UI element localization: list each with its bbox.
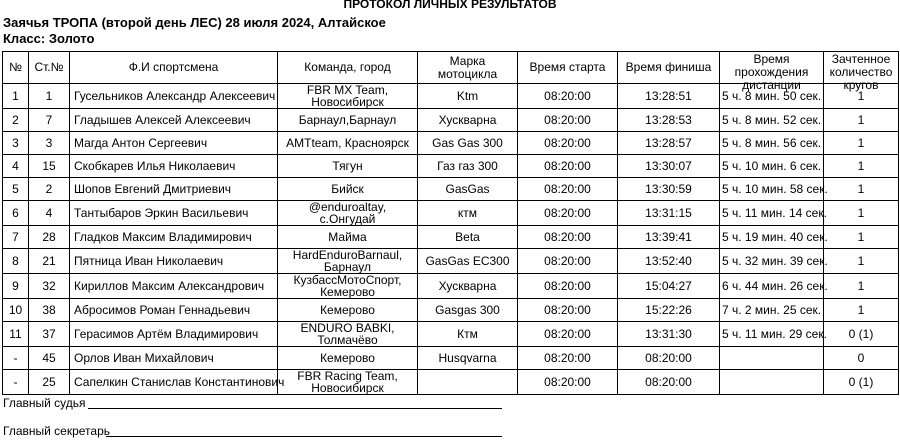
table-row — [3, 155, 899, 178]
cell-start-number: 7 — [29, 109, 70, 132]
cell-laps: 1 — [824, 226, 899, 249]
cell-motorcycle: Газ газ 300 — [418, 155, 518, 178]
cell-laps: 1 — [824, 132, 899, 155]
cell-motorcycle: Хускварна — [418, 109, 518, 132]
cell-laps: 1 — [824, 155, 899, 178]
cell-team-city: ENDURO BABKI, Толмачёво — [278, 322, 418, 347]
cell-athlete-name: Тантыбаров Эркин Васильевич — [70, 201, 278, 226]
cell-athlete-name: Скобкарев Илья Николаевич — [70, 155, 278, 178]
column-header-laps: Зачтенное количество кругов — [824, 52, 899, 84]
cell-number: 6 — [3, 201, 29, 226]
cell-number: - — [3, 370, 29, 395]
cell-team-city: AMTteam, Красноярск — [278, 132, 418, 155]
cell-start-time: 08:20:00 — [518, 226, 618, 249]
cell-finish-time: 13:30:07 — [618, 155, 720, 178]
cell-start-number: 21 — [29, 249, 70, 274]
cell-finish-time: 13:28:53 — [618, 109, 720, 132]
cell-team-city: FBR Racing Team, Новосибирск — [278, 370, 418, 395]
column-header-duration: Время прохождения дистанции — [720, 52, 824, 84]
cell-motorcycle: Gas Gas 300 — [418, 132, 518, 155]
cell-laps: 1 — [824, 84, 899, 109]
cell-athlete-name: Кириллов Максим Александрович — [70, 274, 278, 299]
cell-laps: 1 — [824, 274, 899, 299]
cell-motorcycle: Ктм — [418, 322, 518, 347]
cell-start-number: 15 — [29, 155, 70, 178]
cell-duration: 6 ч. 44 мин. 26 сек. — [720, 274, 824, 299]
cell-laps: 0 (1) — [824, 322, 899, 347]
cell-duration: 5 ч. 8 мин. 52 сек. — [720, 109, 824, 132]
cell-start-number: 32 — [29, 274, 70, 299]
cell-start-number: 45 — [29, 347, 70, 370]
class-label: Класс: Золото — [3, 31, 95, 46]
cell-finish-time: 13:31:15 — [618, 201, 720, 226]
cell-motorcycle — [418, 370, 518, 395]
cell-duration: 5 ч. 19 мин. 40 сек. — [720, 226, 824, 249]
cell-start-time: 08:20:00 — [518, 178, 618, 201]
table-row — [3, 109, 899, 132]
cell-number: 9 — [3, 274, 29, 299]
cell-athlete-name: Шопов Евгений Дмитриевич — [70, 178, 278, 201]
cell-finish-time: 13:28:57 — [618, 132, 720, 155]
table-row — [3, 274, 899, 299]
cell-duration: 5 ч. 10 мин. 58 сек. — [720, 178, 824, 201]
table-row — [3, 299, 899, 322]
event-title: Заячья ТРОПА (второй день ЛЕС) 28 июля 2024, Алтайское — [3, 15, 386, 30]
table-row — [3, 178, 899, 201]
cell-start-time: 08:20:00 — [518, 84, 618, 109]
cell-team-city: Бийск — [278, 178, 418, 201]
cell-finish-time: 13:39:41 — [618, 226, 720, 249]
results-table — [2, 51, 899, 395]
cell-finish-time: 13:28:51 — [618, 84, 720, 109]
table-row — [3, 226, 899, 249]
cell-team-city: Кемерово — [278, 299, 418, 322]
cell-athlete-name: Абросимов Роман Геннадьевич — [70, 299, 278, 322]
column-header-start-number: Ст.№ — [29, 52, 70, 84]
chief-judge-label: Главный судья — [3, 396, 86, 410]
cell-finish-time: 08:20:00 — [618, 370, 720, 395]
column-header-finish-time: Время финиша — [618, 52, 720, 84]
cell-start-time: 08:20:00 — [518, 322, 618, 347]
cell-start-time: 08:20:00 — [518, 370, 618, 395]
cell-start-time: 08:20:00 — [518, 274, 618, 299]
cell-team-city: Кемерово — [278, 347, 418, 370]
cell-start-number: 2 — [29, 178, 70, 201]
cell-team-city: @enduroaltay, с.Онгудай — [278, 201, 418, 226]
cell-team-city: HardEnduroBarnaul, Барнаул — [278, 249, 418, 274]
cell-laps: 1 — [824, 249, 899, 274]
column-header-athlete: Ф.И спортсмена — [70, 52, 278, 84]
cell-laps: 0 — [824, 347, 899, 370]
cell-duration: 5 ч. 8 мин. 50 сек. — [720, 84, 824, 109]
cell-number: 5 — [3, 178, 29, 201]
cell-start-number: 28 — [29, 226, 70, 249]
cell-motorcycle: Beta — [418, 226, 518, 249]
cell-laps: 1 — [824, 299, 899, 322]
table-row — [3, 370, 899, 395]
cell-number: 1 — [3, 84, 29, 109]
cell-team-city: Тягун — [278, 155, 418, 178]
cell-start-number: 25 — [29, 370, 70, 395]
cell-motorcycle: Gasgas 300 — [418, 299, 518, 322]
cell-duration: 5 ч. 32 мин. 39 сек. — [720, 249, 824, 274]
column-header-motorcycle: Марка мотоцикла — [418, 52, 518, 84]
chief-secretary-label: Главный секретарь — [3, 424, 110, 438]
cell-athlete-name: Гладышев Алексей Алексеевич — [70, 109, 278, 132]
cell-team-city: КузбассМотоСпорт, Кемерово — [278, 274, 418, 299]
cell-start-time: 08:20:00 — [518, 155, 618, 178]
cell-start-time: 08:20:00 — [518, 109, 618, 132]
cell-laps: 1 — [824, 178, 899, 201]
chief-judge-signature-line — [88, 408, 502, 409]
cell-number: 4 — [3, 155, 29, 178]
cell-start-number: 3 — [29, 132, 70, 155]
chief-secretary-signature-line — [106, 436, 502, 437]
cell-athlete-name: Магда Антон Сергеевич — [70, 132, 278, 155]
cell-number: 2 — [3, 109, 29, 132]
cell-start-number: 38 — [29, 299, 70, 322]
cell-finish-time: 13:52:40 — [618, 249, 720, 274]
cell-team-city: Барнаул,Барнаул — [278, 109, 418, 132]
cell-athlete-name: Гусельников Александр Алексеевич — [70, 84, 278, 109]
cell-motorcycle: Husqvarna — [418, 347, 518, 370]
cell-athlete-name: Гладков Максим Владимирович — [70, 226, 278, 249]
cell-laps: 1 — [824, 109, 899, 132]
cell-start-number: 37 — [29, 322, 70, 347]
cell-number: 3 — [3, 132, 29, 155]
cell-athlete-name: Пятница Иван Николаевич — [70, 249, 278, 274]
cell-motorcycle: GasGas EC300 — [418, 249, 518, 274]
cell-athlete-name: Орлов Иван Михайлович — [70, 347, 278, 370]
cell-duration: 5 ч. 11 мин. 14 сек. — [720, 201, 824, 226]
cell-number: 11 — [3, 322, 29, 347]
table-row — [3, 201, 899, 226]
cell-start-number: 4 — [29, 201, 70, 226]
table-header-row — [3, 52, 899, 84]
cell-number: 10 — [3, 299, 29, 322]
cell-number: 7 — [3, 226, 29, 249]
cell-finish-time: 13:30:59 — [618, 178, 720, 201]
cell-finish-time: 15:22:26 — [618, 299, 720, 322]
cell-duration — [720, 370, 824, 395]
cell-athlete-name: Сапелкин Станислав Константинович — [70, 370, 278, 395]
cell-finish-time: 13:31:30 — [618, 322, 720, 347]
cell-start-time: 08:20:00 — [518, 249, 618, 274]
cell-start-time: 08:20:00 — [518, 201, 618, 226]
cell-number: 8 — [3, 249, 29, 274]
table-row — [3, 322, 899, 347]
column-header-team: Команда, город — [278, 52, 418, 84]
cell-start-time: 08:20:00 — [518, 299, 618, 322]
protocol-title: ПРОТОКОЛ ЛИЧНЫХ РЕЗУЛЬТАТОВ — [343, 0, 557, 11]
cell-start-time: 08:20:00 — [518, 132, 618, 155]
table-row — [3, 132, 899, 155]
column-header-start-time: Время старта — [518, 52, 618, 84]
cell-duration: 7 ч. 2 мин. 25 сек. — [720, 299, 824, 322]
cell-number: - — [3, 347, 29, 370]
column-header-number: № — [3, 52, 29, 84]
table-row — [3, 347, 899, 370]
cell-finish-time: 08:20:00 — [618, 347, 720, 370]
table-row — [3, 249, 899, 274]
cell-motorcycle: Ktm — [418, 84, 518, 109]
cell-duration: 5 ч. 8 мин. 56 сек. — [720, 132, 824, 155]
cell-start-time: 08:20:00 — [518, 347, 618, 370]
cell-athlete-name: Герасимов Артём Владимирович — [70, 322, 278, 347]
cell-start-number: 1 — [29, 84, 70, 109]
cell-team-city: Майма — [278, 226, 418, 249]
cell-motorcycle: GasGas — [418, 178, 518, 201]
cell-laps: 1 — [824, 201, 899, 226]
cell-duration: 5 ч. 10 мин. 6 сек. — [720, 155, 824, 178]
cell-motorcycle: Хускварна — [418, 274, 518, 299]
cell-team-city: FBR MX Team, Новосибирск — [278, 84, 418, 109]
cell-motorcycle: ктм — [418, 201, 518, 226]
cell-duration: 5 ч. 11 мин. 29 сек. — [720, 322, 824, 347]
cell-laps: 0 (1) — [824, 370, 899, 395]
cell-duration — [720, 347, 824, 370]
cell-finish-time: 15:04:27 — [618, 274, 720, 299]
